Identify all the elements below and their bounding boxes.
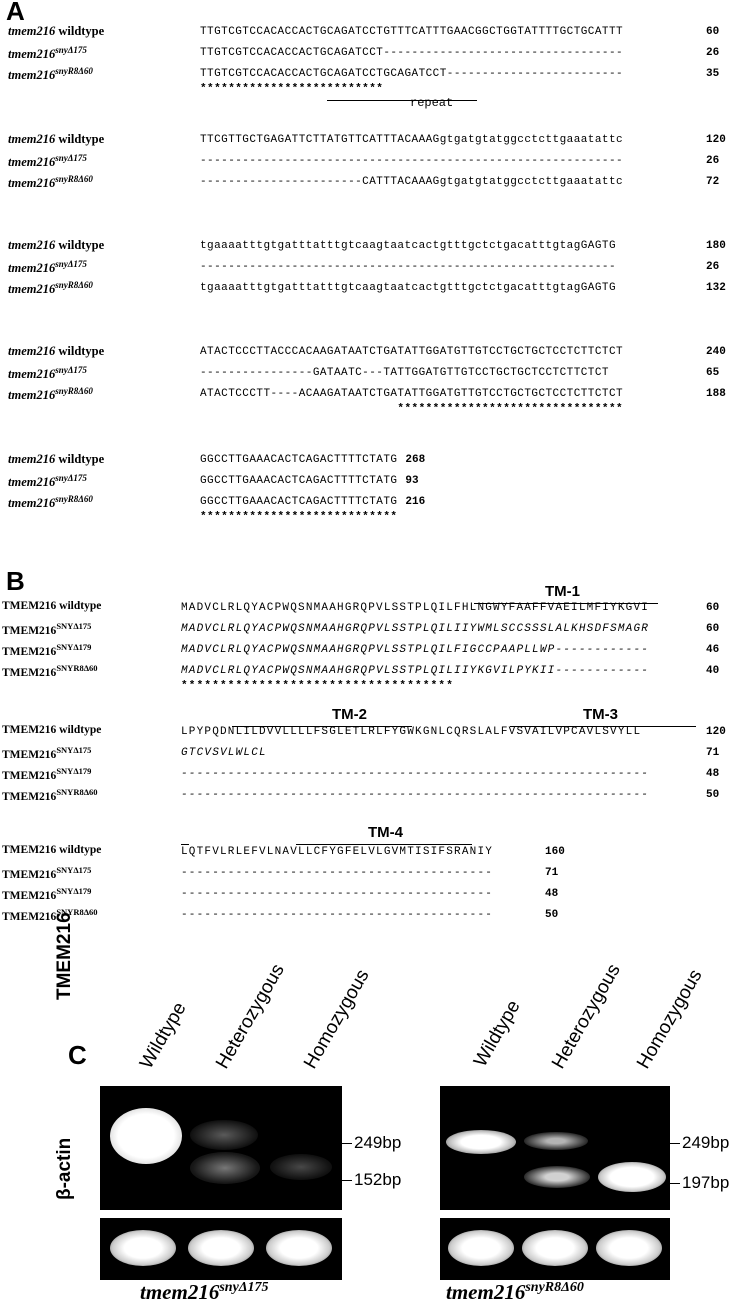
band-actin-wt-right xyxy=(448,1230,514,1266)
allele-superscript: snyR8Δ60 xyxy=(55,174,93,184)
conservation-stars: **************************** xyxy=(200,511,398,523)
residue-number: 48 xyxy=(706,768,720,780)
panel-a-row-name xyxy=(8,473,87,490)
position-number: 180 xyxy=(706,240,726,252)
band-het-197-right xyxy=(524,1166,590,1188)
panel-b-row-name xyxy=(2,663,98,679)
allele-name: wildtype xyxy=(58,24,105,38)
tm4-label: TM-4 xyxy=(368,824,403,841)
position-number: 35 xyxy=(706,68,720,80)
position-number: 65 xyxy=(706,367,720,379)
panel-b-row-name xyxy=(2,787,98,803)
caption-right-gel xyxy=(446,1280,584,1305)
dna-sequence: -----------------------CATTTACAAAGgtgatgtatggcctcttgaaatattc xyxy=(200,176,624,188)
lane-label-heterozygous-right: Heterozygous xyxy=(548,960,625,1073)
protein-sequence: ---------------------------------------- xyxy=(181,909,494,921)
dna-sequence: TTGTCGTCCACACCACTGCAGATCCT---------------------------------- xyxy=(200,47,624,59)
dna-sequence: ----------------GATAATC---TATTGGATGTTGTCCTGCTGCTCCTCTTCTCT xyxy=(200,367,609,379)
protein-name: TMEM216 xyxy=(2,868,57,881)
band-actin-hom-right xyxy=(596,1230,662,1266)
position-number: 26 xyxy=(706,155,720,167)
residue-number: 71 xyxy=(706,747,720,759)
position-number: 132 xyxy=(706,282,726,294)
protein-name: TMEM216 xyxy=(2,624,57,637)
gene-name: tmem216 xyxy=(8,261,56,276)
panel-a-row-name xyxy=(8,238,104,253)
protein-allele-superscript: SNYR8Δ60 xyxy=(56,907,98,917)
panel-a-row-name xyxy=(8,45,87,62)
gene-name: tmem216 xyxy=(8,47,56,62)
protein-sequence: ------------------------------------------------------------ xyxy=(181,789,650,801)
panel-a-row-name xyxy=(8,24,104,39)
protein-name: TMEM216 xyxy=(2,790,57,803)
lane-label-wildtype-left: Wildtype xyxy=(136,998,191,1073)
tm2-label: TM-2 xyxy=(332,706,367,723)
position-number: 216 xyxy=(405,496,426,508)
panel-b-row-name xyxy=(2,907,98,923)
allele-superscript: snyR8Δ60 xyxy=(55,386,93,396)
allele-name: wildtype xyxy=(58,344,105,358)
tm3-label: TM-3 xyxy=(583,706,618,723)
residue-number: 160 xyxy=(545,846,565,858)
gene-name: tmem216 xyxy=(8,238,56,252)
dna-sequence: TTGTCGTCCACACCACTGCAGATCCTGTTTCATTTGAACGGCTGGTATTTTGCTGCATTT xyxy=(200,26,624,38)
band-het-249-right xyxy=(524,1132,588,1150)
caption-right-allele: snyR8Δ60 xyxy=(525,1280,584,1295)
allele-superscript: snyΔ175 xyxy=(55,365,87,375)
panel-a-row-name xyxy=(8,365,87,382)
protein-name: TMEM216 xyxy=(2,645,57,658)
gene-name: tmem216 xyxy=(8,367,56,382)
protein-sequence: ------------------------------------------------------------ xyxy=(181,768,650,780)
gene-name: tmem216 xyxy=(8,475,56,490)
tm3-underline xyxy=(510,726,696,727)
panel-b-row-name xyxy=(2,600,101,612)
protein-sequence: MADVCLRLQYACPWQSNMAAHGRQPVLSSTPLQILIIYWMLSCCSSSLALKHSDFSMAGR xyxy=(181,623,650,635)
protein-name: TMEM216 xyxy=(2,769,57,782)
protein-sequence: ---------------------------------------- xyxy=(181,867,494,879)
allele-superscript: snyR8Δ60 xyxy=(55,494,93,504)
panel-a-row-name xyxy=(8,259,87,276)
allele-name: wildtype xyxy=(58,132,105,146)
protein-sequence: GTCVSVLWLCL xyxy=(181,747,267,759)
dna-sequence: TTGTCGTCCACACCACTGCAGATCCTGCAGATCCT------------------------- xyxy=(200,68,624,80)
dna-sequence: ------------------------------------------------------------ xyxy=(200,155,624,167)
protein-name: TMEM216 xyxy=(2,910,57,923)
allele-name: wildtype xyxy=(58,238,105,252)
panel-b-row-name xyxy=(2,844,101,856)
tick-152-left xyxy=(342,1180,352,1181)
tm2-underline xyxy=(232,726,412,727)
panel-a-row-name xyxy=(8,344,104,359)
band-actin-wt-left xyxy=(110,1230,176,1266)
position-number: 240 xyxy=(706,346,726,358)
allele-superscript: snyΔ175 xyxy=(55,45,87,55)
caption-left-gel xyxy=(140,1280,269,1305)
gene-name: tmem216 xyxy=(8,452,56,466)
dna-sequence: ATACTCCCTTACCCACAAGATAATCTGATATTGGATGTTGTCCTGCTGCTCCTCTTCTCT xyxy=(200,346,624,358)
beta-actin-row-label: β-actin xyxy=(54,1137,75,1200)
allele-superscript: snyΔ175 xyxy=(55,153,87,163)
tm1-label: TM-1 xyxy=(545,583,580,600)
dna-sequence: GGCCTTGAAACACTCAGACTTTTCTATG xyxy=(200,475,398,487)
residue-number: 46 xyxy=(706,644,720,656)
residue-number: 71 xyxy=(545,867,559,879)
tick-249-left xyxy=(342,1143,352,1144)
gene-name: tmem216 xyxy=(8,155,56,170)
protein-allele-superscript: SNYΔ175 xyxy=(56,865,92,875)
protein-name: TMEM216 wildtype xyxy=(2,600,102,612)
panel-b-row-name xyxy=(2,642,91,658)
protein-allele-superscript: SNYΔ179 xyxy=(56,642,92,652)
panel-a-row-name xyxy=(8,153,87,170)
dna-sequence: TTCGTTGCTGAGATTCTTATGTTCATTTACAAAGgtgatgtatggcctcttgaaatattc xyxy=(200,134,624,146)
position-number: 268 xyxy=(405,454,426,466)
gene-name: tmem216 xyxy=(8,282,56,297)
gene-name: tmem216 xyxy=(8,132,56,146)
tm1-underline xyxy=(474,603,658,604)
conservation-stars: ************************** xyxy=(200,83,384,95)
allele-superscript: snyR8Δ60 xyxy=(55,280,93,290)
panel-b-row-name xyxy=(2,745,91,761)
panel-b-row-name xyxy=(2,766,91,782)
position-number: 120 xyxy=(706,134,726,146)
protein-allele-superscript: SNYΔ179 xyxy=(56,766,92,776)
band-actin-hom-left xyxy=(266,1230,332,1266)
dna-sequence: tgaaaatttgtgatttatttgtcaagtaatcactgtttgctctgacatttgtagGAGTG xyxy=(200,240,617,252)
protein-name: TMEM216 wildtype xyxy=(2,724,102,736)
lane-label-wildtype-right: Wildtype xyxy=(470,996,525,1071)
panel-b-row-name xyxy=(2,621,91,637)
allele-superscript: snyΔ175 xyxy=(55,473,87,483)
band-wt-249-right xyxy=(446,1130,516,1154)
residue-number: 48 xyxy=(545,888,559,900)
bp-249-right: 249bp xyxy=(682,1133,730,1152)
gene-name: tmem216 xyxy=(8,24,56,38)
protein-sequence: LPYPQDNLILDVVLLLLFSGLETLRLFYGWKGNLCQRSLALFVSVAILVPCAVLSVYLL xyxy=(181,726,642,738)
dna-sequence: ATACTCCCTT----ACAAGATAATCTGATATTGGATGTTGTCCTGCTGCTCCTCTTCTCT xyxy=(200,388,624,400)
allele-name: wildtype xyxy=(58,452,105,466)
dna-sequence: ----------------------------------------------------------- xyxy=(200,261,617,273)
band-wt-249-left xyxy=(110,1108,182,1164)
lane-label-homozygous-right: Homozygous xyxy=(633,965,707,1073)
protein-name: TMEM216 xyxy=(2,889,57,902)
residue-number: 50 xyxy=(706,789,720,801)
protein-sequence: MADVCLRLQYACPWQSNMAAHGRQPVLSSTPLQILFHLNGWYFAAFFVAEILMFIYKGVI xyxy=(181,602,650,614)
panel-a-row-name xyxy=(8,386,93,403)
allele-superscript: snyΔ175 xyxy=(55,259,87,269)
gene-name: tmem216 xyxy=(8,68,56,83)
protein-name: TMEM216 xyxy=(2,666,57,679)
panel-a-row-name xyxy=(8,280,93,297)
position-number: 93 xyxy=(405,475,419,487)
panel-a-row-name xyxy=(8,66,93,83)
caption-right-gene: tmem216 xyxy=(446,1280,526,1304)
position-number: 26 xyxy=(706,261,720,273)
protein-name: TMEM216 wildtype xyxy=(2,844,102,856)
lane-label-heterozygous-left: Heterozygous xyxy=(212,960,289,1073)
panel-a-row-name xyxy=(8,494,93,511)
protein-name: TMEM216 xyxy=(2,748,57,761)
tm3-underline-cont xyxy=(181,844,189,845)
band-het-249-left xyxy=(190,1120,258,1150)
gel-left-beta-actin xyxy=(100,1218,342,1280)
residue-number: 120 xyxy=(706,726,726,738)
residue-number: 60 xyxy=(706,623,720,635)
protein-sequence: LQTFVLRLEFVLNAVLLCFYGFELVLGVMTISIFSRANIY xyxy=(181,846,494,858)
position-number: 188 xyxy=(706,388,726,400)
panel-b-row-name xyxy=(2,886,91,902)
dna-sequence: GGCCTTGAAACACTCAGACTTTTCTATG xyxy=(200,454,398,466)
protein-sequence: MADVCLRLQYACPWQSNMAAHGRQPVLSSTPLQILFIGCCPAAPLLWP------------ xyxy=(181,644,650,656)
panel-b-letter: B xyxy=(6,566,25,596)
panel-a-row-name xyxy=(8,174,93,191)
dna-sequence: GGCCTTGAAACACTCAGACTTTTCTATG xyxy=(200,496,398,508)
panel-a-row-name xyxy=(8,132,104,147)
protein-sequence: ---------------------------------------- xyxy=(181,888,494,900)
tmem216-row-label: TMEM216 xyxy=(54,912,75,1000)
panel-a-letter: A xyxy=(6,0,25,26)
gene-name: tmem216 xyxy=(8,496,56,511)
gel-right-tmem216 xyxy=(440,1086,670,1210)
protein-allele-superscript: SNYΔ179 xyxy=(56,886,92,896)
protein-allele-superscript: SNYR8Δ60 xyxy=(56,787,98,797)
protein-sequence: MADVCLRLQYACPWQSNMAAHGRQPVLSSTPLQILIIYKGVILPYKII------------ xyxy=(181,665,650,677)
caption-left-gene: tmem216 xyxy=(140,1280,220,1304)
protein-conservation-stars: *********************************** xyxy=(181,680,455,692)
protein-allele-superscript: SNYΔ175 xyxy=(56,621,92,631)
dna-sequence: tgaaaatttgtgatttatttgtcaagtaatcactgtttgctctgacatttgtagGAGTG xyxy=(200,282,617,294)
residue-number: 60 xyxy=(706,602,720,614)
band-het-152-left xyxy=(190,1152,260,1184)
position-number: 26 xyxy=(706,47,720,59)
protein-allele-superscript: SNYΔ175 xyxy=(56,745,92,755)
gene-name: tmem216 xyxy=(8,176,56,191)
caption-left-allele: snyΔ175 xyxy=(219,1280,269,1295)
panel-b-row-name xyxy=(2,865,91,881)
band-hom-197-right xyxy=(598,1162,666,1192)
position-number: 60 xyxy=(706,26,720,38)
panel-b-row-name xyxy=(2,724,101,736)
gene-name: tmem216 xyxy=(8,344,56,358)
position-number: 72 xyxy=(706,176,720,188)
repeat-underline-1 xyxy=(327,100,407,101)
panel-c-letter: C xyxy=(68,1040,87,1070)
gel-left-tmem216 xyxy=(100,1086,342,1210)
tick-197-right xyxy=(670,1183,680,1184)
conservation-stars: ******************************** xyxy=(200,403,624,415)
repeat-label: repeat xyxy=(410,96,454,110)
band-hom-152-left xyxy=(270,1154,332,1180)
allele-superscript: snyR8Δ60 xyxy=(55,66,93,76)
gel-right-beta-actin xyxy=(440,1218,670,1280)
band-actin-het-right xyxy=(522,1230,588,1266)
residue-number: 40 xyxy=(706,665,720,677)
gene-name: tmem216 xyxy=(8,388,56,403)
lane-label-homozygous-left: Homozygous xyxy=(300,965,374,1073)
bp-249-left: 249bp xyxy=(354,1133,402,1152)
band-actin-het-left xyxy=(188,1230,254,1266)
bp-197-right: 197bp xyxy=(682,1173,730,1192)
tick-249-right xyxy=(670,1143,680,1144)
protein-allele-superscript: SNYR8Δ60 xyxy=(56,663,98,673)
tm4-underline xyxy=(296,844,472,845)
panel-a-row-name xyxy=(8,452,104,467)
residue-number: 50 xyxy=(545,909,559,921)
bp-152-left: 152bp xyxy=(354,1170,402,1189)
